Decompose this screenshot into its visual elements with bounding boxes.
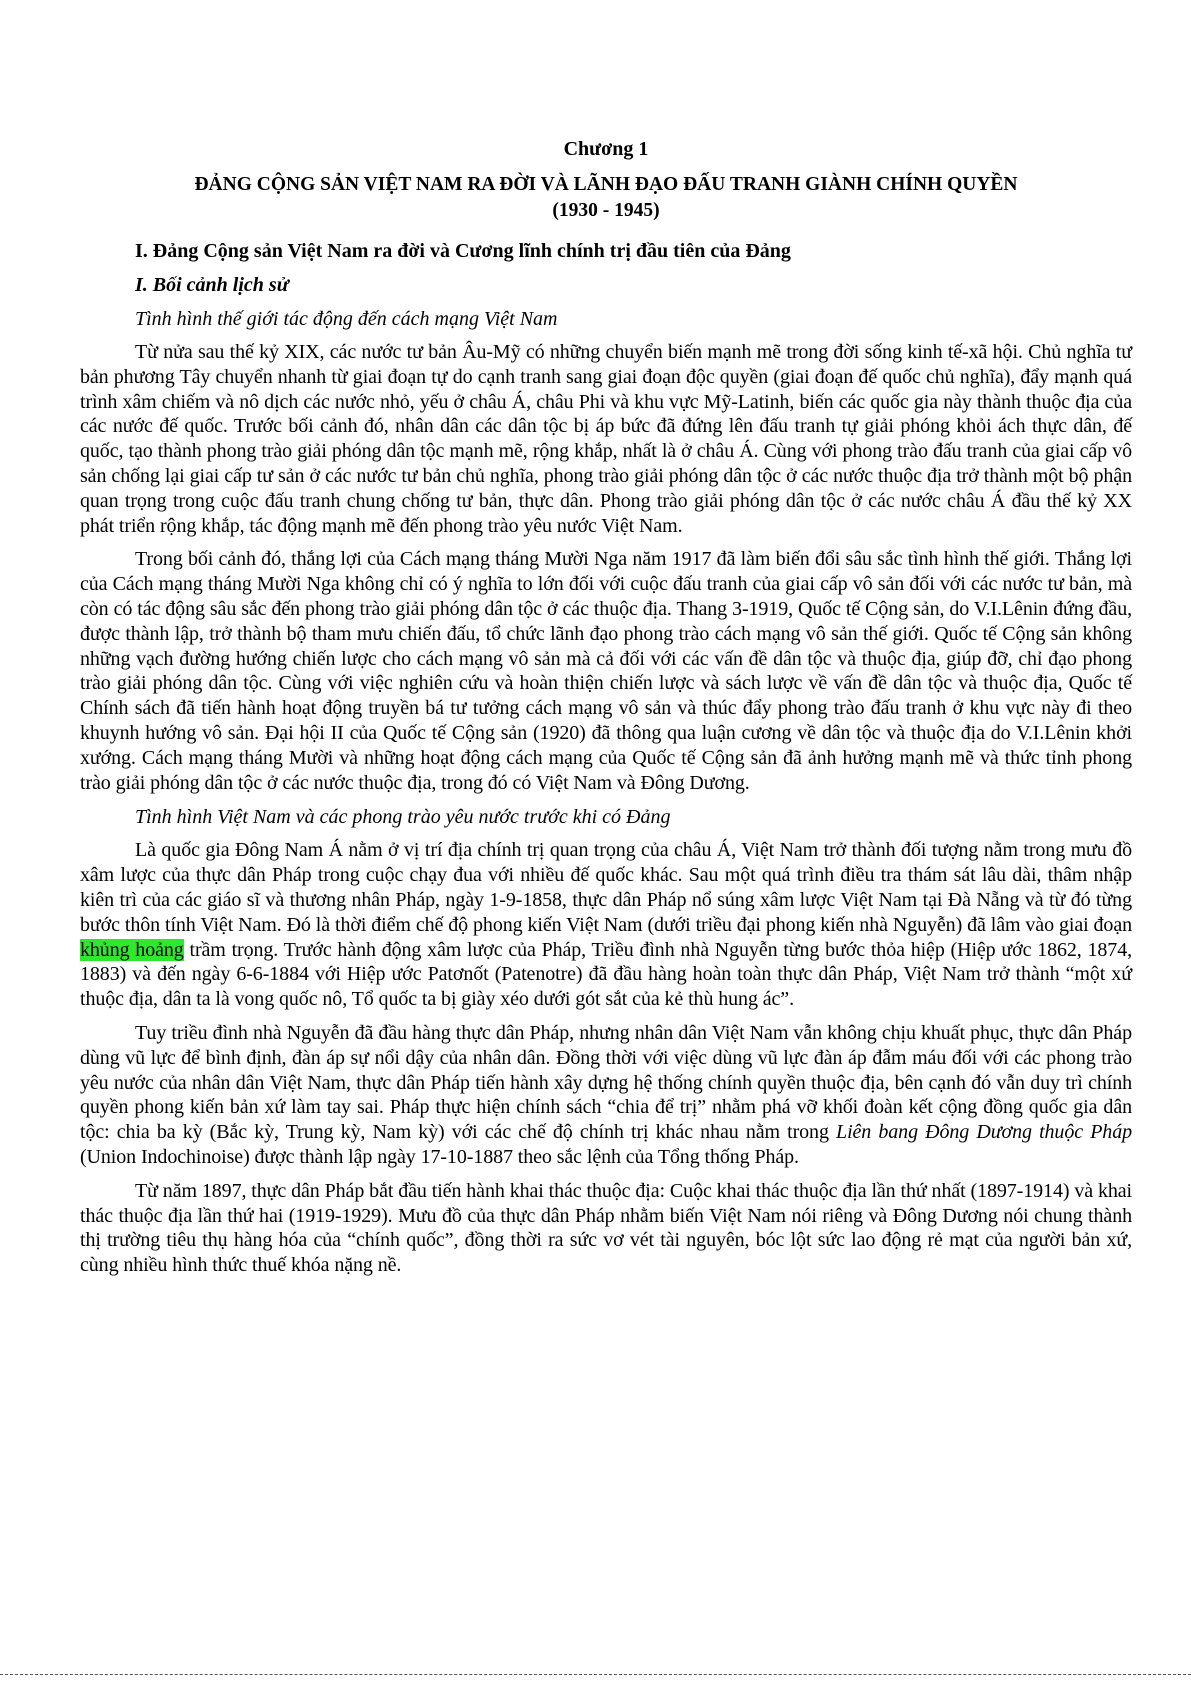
chapter-title-line-1: ĐẢNG CỘNG SẢN VIỆT NAM RA ĐỜI VÀ LÃNH ĐẠO ĐẤU TRANH GIÀNH CHÍNH QUYỀN bbox=[194, 174, 1018, 195]
paragraph-2: Trong bối cảnh đó, thắng lợi của Cách mạng tháng Mười Nga năm 1917 đã làm biến đổi sâu sắc tình hình thế giới. Thắng lợi của Cách mạng tháng Mười Nga không chỉ có ý nghĩa to lớn đối với cuộc đấu tranh của giai cấp vô sản đối với các nước tư bản, mà còn có tác động sâu sắc đến phong trào giải phóng dân tộc ở các thuộc địa. Thang 3-1919, Quốc tế Cộng sản, do V.I.Lênin đứng đầu, được thành lập, trở thành bộ tham mưu chiến đấu, tổ chức lãnh đạo phong trào cách mạng vô sản thế giới. Quốc tế Cộng sản không những vạch đường hướng chiến lược cho cách mạng vô sản mà cả đối với các vấn đề dân tộc và thuộc địa, giúp đỡ, chỉ đạo phong trào giải phóng dân tộc. Cùng với việc nghiên cứu và hoàn thiện chiến lược và sách lược về vấn đề dân tộc và thuộc địa, Quốc tế Chính sách đã tiến hành hoạt động truyền bá tư tưởng cách mạng vô sản và thúc đẩy phong trào đấu tranh ở khu vực này đi theo khuynh hướng vô sản. Đại hội II của Quốc tế Cộng sản (1920) đã thông qua luận cương về dân tộc và thuộc địa do V.I.Lênin khởi xướng. Cách mạng tháng Mười và những hoạt động cách mạng của Quốc tế Cộng sản đã ảnh hưởng mạnh mẽ và thức tỉnh phong trào giải phóng dân tộc ở các nước thuộc địa, trong đó có Việt Nam và Đông Dương. bbox=[80, 548, 1132, 794]
chapter-title bbox=[80, 172, 1132, 224]
paragraph-4 bbox=[80, 1021, 1132, 1170]
subsection-heading: I. Bối cảnh lịch sử bbox=[135, 274, 289, 296]
chapter-label: Chương 1 bbox=[563, 138, 649, 160]
paragraph-3-text-b: trầm trọng. Trước hành động xâm lược của Pháp, Triều đình nhà Nguyễn từng bước thỏa hiệp (Hiệp ước 1862, 1874, 1883) và đến ngày 6-6-1884 với Hiệp ước Patơnốt (Patenotre) đã đầu hàng hoàn toàn thực dân Pháp, Việt Nam trở thành “một xứ thuộc địa, dân ta là vong quốc nô, Tổ quốc ta bị giày xéo dưới gót sắt của kẻ thù hung ác”. bbox=[80, 938, 1133, 1011]
highlighted-text: khủng hoảng bbox=[80, 938, 184, 961]
footer-divider bbox=[0, 1674, 1191, 1675]
paragraph-4-text-b: (Union Indochinoise) được thành lập ngày 17-10-1887 theo sắc lệnh của Tổng thống Pháp. bbox=[80, 1145, 799, 1168]
paragraph-3-text-a: Là quốc gia Đông Nam Á nằm ở vị trí địa chính trị quan trọng của châu Á, Việt Nam trở thành đối tượng nằm trong mưu đồ xâm lược của thực dân Pháp trong cuộc chạy đua với nhiều đế quốc khác. Sau một quá trình điều tra thám sát lâu dài, thâm nhập kiên trì của các giáo sĩ và thương nhân Pháp, ngày 1-9-1858, thực dân Pháp nổ súng xâm lược Việt Nam tại Đà Nẵng và từ đó từng bước thôn tính Việt Nam. Đó là thời điểm chế độ phong kiến Việt Nam (dưới triều đại phong kiến nhà Nguyễn) đã lâm vào giai đoạn bbox=[80, 839, 1132, 936]
document-body bbox=[80, 136, 1132, 1287]
topic-heading-vietnam: Tình hình Việt Nam và các phong trào yêu nước trước khi có Đảng bbox=[135, 806, 671, 829]
topic-heading-world: Tình hình thế giới tác động đến cách mạng Việt Nam bbox=[135, 308, 558, 330]
paragraph-4-text-a: Tuy triều đình nhà Nguyễn đã đầu hàng thực dân Pháp, nhưng nhân dân Việt Nam vẫn không chịu khuất phục, thực dân Pháp dùng vũ lực để bình định, đàn áp sự nổi dậy của nhân dân. Đồng thời với việc dùng vũ lực đàn áp đẫm máu đối với các phong trào yêu nước của nhân dân Việt Nam, thực dân Pháp tiến hành xây dựng hệ thống chính quyền thuộc địa, bên cạnh đó vẫn duy trì chính quyền phong kiến bản xứ làm tay sai. Pháp thực hiện chính sách “chia để trị” nhằm phá vỡ khối đoàn kết cộng đồng quốc gia dân tộc: chia ba kỳ (Bắc kỳ, Trung kỳ, Nam kỳ) với các chế độ chính trị khác nhau nằm trong bbox=[80, 1021, 1132, 1144]
chapter-title-line-2: (1930 - 1945) bbox=[552, 200, 660, 221]
paragraph-1: Từ nửa sau thế kỷ XIX, các nước tư bản Âu-Mỹ có những chuyển biến mạnh mẽ trong đời sống kinh tế-xã hội. Chủ nghĩa tư bản phương Tây chuyển nhanh từ giai đoạn tự do cạnh tranh sang giai đoạn độc quyền (giai đoạn đế quốc chủ nghĩa), đẩy mạnh quá trình xâm chiếm và nô dịch các nước nhỏ, yếu ở châu Á, châu Phi và khu vực Mỹ-Latinh, biến các quốc gia này thành thuộc địa của các nước đế quốc. Trước bối cảnh đó, nhân dân các dân tộc bị áp bức đã đứng lên đấu tranh tự giải phóng khỏi ách thực dân, đế quốc, tạo thành phong trào giải phóng dân tộc mạnh mẽ, rộng khắp, nhất là ở châu Á. Cùng với phong trào đấu tranh của giai cấp vô sản chống lại giai cấp tư sản ở các nước tư bản chủ nghĩa, phong trào giải phóng dân tộc ở các nước thuộc địa trở thành một bộ phận quan trọng trong cuộc đấu tranh chung chống tư bản, thực dân. Phong trào giải phóng dân tộc ở các nước châu Á đầu thế kỷ XX phát triển rộng khắp, tác động mạnh mẽ đến phong trào yêu nước Việt Nam. bbox=[80, 341, 1132, 537]
paragraph-5: Từ năm 1897, thực dân Pháp bắt đầu tiến hành khai thác thuộc địa: Cuộc khai thác thuộc địa lần thứ nhất (1897-1914) và khai thác thuộc địa lần thứ hai (1919-1929). Mưu đồ của thực dân Pháp nhằm biến Việt Nam nói riêng và Đông Dương nói chung thành thị trường tiêu thụ hàng hóa của “chính quốc”, đồng thời ra sức vơ vét tài nguyên, bóc lột sức lao động rẻ mạt của người bản xứ, cùng nhiều hình thức thuế khóa nặng nề. bbox=[80, 1179, 1132, 1277]
section-heading: I. Đảng Cộng sản Việt Nam ra đời và Cương lĩnh chính trị đầu tiên của Đảng bbox=[135, 240, 791, 262]
paragraph-3 bbox=[80, 838, 1132, 1012]
italic-term: Liên bang Đông Dương thuộc Pháp bbox=[836, 1121, 1133, 1144]
